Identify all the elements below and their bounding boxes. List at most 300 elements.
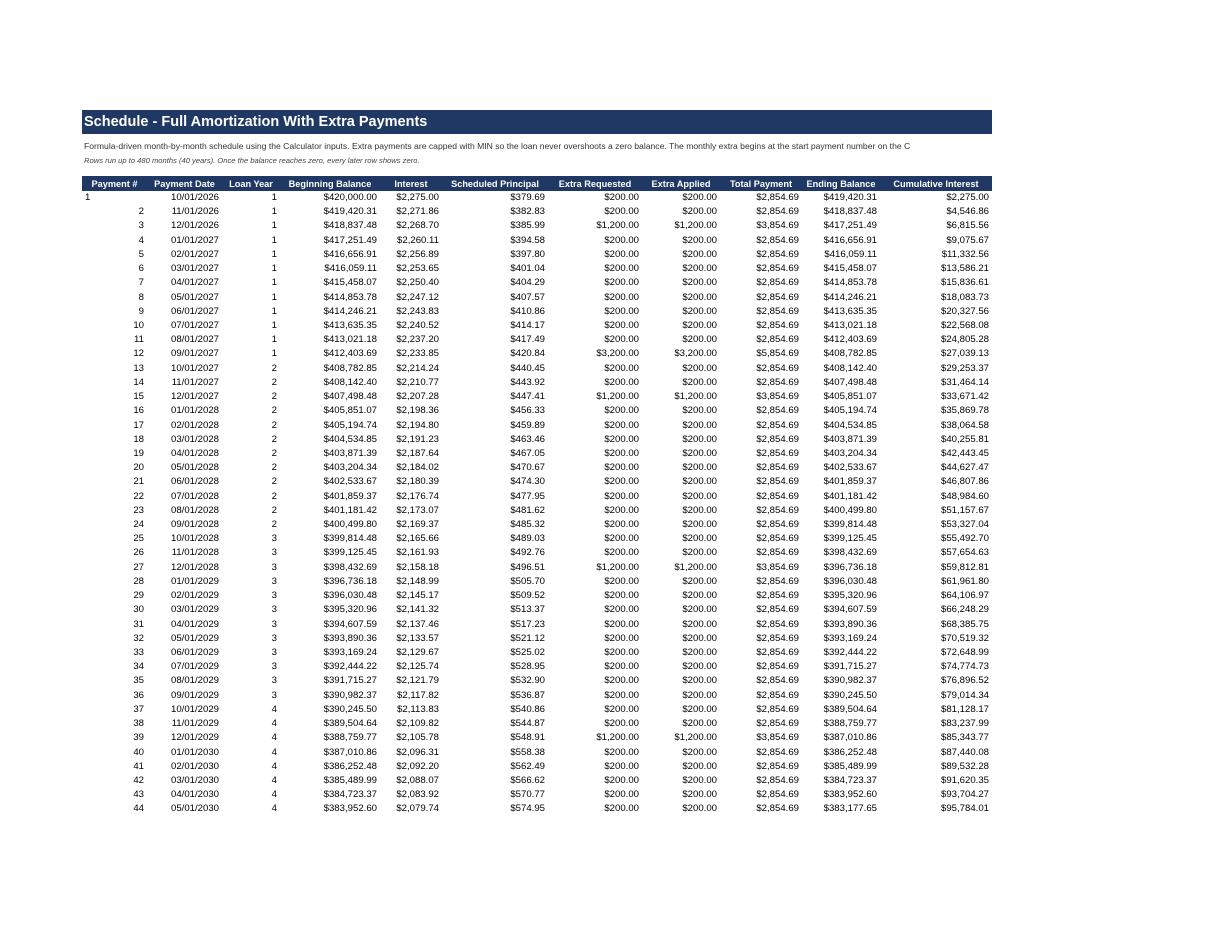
table-cell[interactable]: $558.38 — [510, 746, 545, 758]
table-cell[interactable]: 04/01/2027 — [170, 277, 219, 289]
table-cell[interactable]: $200.00 — [604, 746, 639, 758]
table-cell[interactable]: 11 — [134, 334, 144, 346]
table-cell[interactable]: $413,021.18 — [823, 319, 877, 331]
table-cell[interactable]: $2,165.66 — [396, 533, 439, 545]
table-cell[interactable]: $76,896.52 — [940, 675, 989, 687]
table-cell[interactable]: $200.00 — [682, 575, 717, 587]
table-cell[interactable]: $418,837.48 — [323, 220, 377, 232]
table-cell[interactable]: $417,251.49 — [823, 220, 877, 232]
table-cell[interactable]: $87,440.08 — [940, 746, 989, 758]
table-cell[interactable]: $200.00 — [604, 618, 639, 630]
table-cell[interactable]: $419,420.31 — [323, 206, 377, 218]
table-cell[interactable]: $2,854.69 — [756, 192, 799, 203]
table-cell[interactable]: $417,251.49 — [323, 234, 377, 246]
table-cell[interactable]: $2,854.69 — [756, 291, 799, 303]
table-cell[interactable]: $540.86 — [510, 703, 545, 715]
table-cell[interactable]: 1 — [271, 263, 277, 275]
table-cell[interactable]: $528.95 — [510, 661, 545, 673]
table-cell[interactable]: $2,854.69 — [756, 419, 799, 431]
table-cell[interactable]: $2,145.17 — [396, 590, 439, 602]
table-cell[interactable]: 44 — [133, 803, 144, 815]
table-cell[interactable]: 08/01/2028 — [170, 504, 219, 516]
table-cell[interactable]: $387,010.86 — [823, 732, 877, 744]
table-cell[interactable]: $200.00 — [682, 263, 717, 275]
table-cell[interactable]: 05/01/2028 — [170, 462, 219, 474]
table-cell[interactable]: 37 — [133, 703, 144, 715]
table-cell[interactable]: $200.00 — [682, 277, 717, 289]
table-cell[interactable]: $401,859.37 — [323, 490, 377, 502]
table-cell[interactable]: $404,534.85 — [323, 433, 377, 445]
table-cell[interactable]: $413,635.35 — [823, 305, 877, 317]
table-cell[interactable]: $33,671.42 — [940, 391, 989, 403]
table-cell[interactable]: $200.00 — [604, 305, 639, 317]
table-cell[interactable]: $200.00 — [682, 547, 717, 559]
table-cell[interactable]: $417.49 — [510, 334, 545, 346]
table-cell[interactable]: $2,137.46 — [396, 618, 439, 630]
table-cell[interactable]: $2,854.69 — [756, 234, 799, 246]
table-cell[interactable]: $2,194.80 — [396, 419, 439, 431]
table-cell[interactable]: 06/01/2028 — [170, 476, 219, 488]
table-cell[interactable]: 12 — [133, 348, 144, 360]
table-cell[interactable]: $1,200.00 — [674, 391, 717, 403]
table-cell[interactable]: $386,252.48 — [823, 746, 877, 758]
table-cell[interactable]: 16 — [133, 405, 144, 417]
table-cell[interactable]: $2,854.69 — [756, 632, 799, 644]
column-header[interactable]: Loan Year — [222, 176, 280, 191]
table-cell[interactable]: $5,854.69 — [756, 348, 799, 360]
table-cell[interactable]: $384,723.37 — [823, 774, 877, 786]
table-cell[interactable]: $200.00 — [682, 234, 717, 246]
table-cell[interactable]: $2,854.69 — [756, 334, 799, 346]
table-cell[interactable]: $391,715.27 — [323, 675, 377, 687]
table-cell[interactable]: 43 — [133, 789, 144, 801]
table-cell[interactable]: $2,260.11 — [397, 234, 439, 246]
column-header[interactable]: Total Payment — [720, 176, 802, 191]
table-cell[interactable]: $59,812.81 — [940, 561, 989, 573]
table-cell[interactable]: $22,568.08 — [940, 319, 989, 331]
table-cell[interactable]: $509.52 — [510, 590, 545, 602]
table-cell[interactable]: $477.95 — [510, 490, 545, 502]
table-cell[interactable]: $492.76 — [510, 547, 545, 559]
table-cell[interactable]: $31,464.14 — [940, 376, 989, 388]
table-cell[interactable]: 03/01/2027 — [170, 263, 219, 275]
table-cell[interactable]: $200.00 — [682, 447, 717, 459]
table-cell[interactable]: $403,204.34 — [823, 447, 877, 459]
table-cell[interactable]: $200.00 — [682, 618, 717, 630]
table-cell[interactable]: $416,059.11 — [324, 263, 377, 275]
table-cell[interactable]: $200.00 — [682, 661, 717, 673]
table-cell[interactable]: $396,736.18 — [823, 561, 877, 573]
table-cell[interactable]: 7 — [138, 277, 144, 289]
table-cell[interactable]: $4,546.86 — [946, 206, 989, 218]
table-cell[interactable]: 3 — [271, 590, 277, 602]
table-cell[interactable]: $548.91 — [510, 732, 545, 744]
table-cell[interactable]: $1,200.00 — [596, 220, 639, 232]
table-cell[interactable]: $414,246.21 — [323, 305, 377, 317]
table-cell[interactable]: 3 — [271, 647, 277, 658]
table-cell[interactable]: $200.00 — [682, 760, 717, 772]
table-cell[interactable]: 2 — [271, 419, 277, 431]
table-cell[interactable]: 8 — [138, 291, 144, 303]
table-cell[interactable]: 38 — [133, 718, 144, 730]
table-cell[interactable]: $200.00 — [682, 192, 717, 203]
table-cell[interactable]: $11,332.56 — [941, 248, 989, 260]
table-cell[interactable]: $382.83 — [510, 206, 545, 218]
table-cell[interactable]: $414,853.78 — [323, 291, 377, 303]
table-cell[interactable]: $416,656.91 — [823, 234, 877, 246]
table-cell[interactable]: $64,106.97 — [940, 590, 989, 602]
table-cell[interactable]: $200.00 — [682, 689, 717, 701]
table-cell[interactable]: $399,125.45 — [323, 547, 377, 559]
column-header[interactable]: Extra Requested — [548, 176, 642, 191]
table-cell[interactable]: 05/01/2027 — [170, 291, 219, 303]
table-cell[interactable]: $2,158.18 — [396, 561, 439, 573]
table-cell[interactable]: $200.00 — [604, 277, 639, 289]
table-cell[interactable]: $200.00 — [604, 234, 639, 246]
table-cell[interactable]: $521.12 — [510, 632, 545, 644]
table-cell[interactable]: 10/01/2027 — [170, 362, 219, 374]
table-cell[interactable]: $51,157.67 — [940, 504, 989, 516]
table-cell[interactable]: $2,173.07 — [396, 504, 439, 516]
table-cell[interactable]: 01/01/2029 — [170, 575, 219, 587]
table-cell[interactable]: 04/01/2030 — [170, 789, 219, 801]
table-cell[interactable]: $385,489.99 — [323, 774, 377, 786]
table-cell[interactable]: $440.45 — [510, 362, 545, 374]
table-cell[interactable]: $24,805.28 — [940, 334, 989, 346]
table-cell[interactable]: $200.00 — [604, 376, 639, 388]
table-cell[interactable]: $387,010.86 — [323, 746, 377, 758]
table-cell[interactable]: $383,952.60 — [823, 789, 877, 801]
table-cell[interactable]: $2,133.57 — [396, 632, 439, 644]
table-cell[interactable]: $200.00 — [604, 789, 639, 801]
table-cell[interactable]: $81,128.17 — [940, 703, 989, 715]
table-cell[interactable]: $414,853.78 — [823, 277, 877, 289]
table-cell[interactable]: $91,620.35 — [940, 774, 989, 786]
table-cell[interactable]: 3 — [271, 632, 277, 644]
table-cell[interactable]: $200.00 — [682, 206, 717, 218]
table-cell[interactable]: $200.00 — [604, 263, 639, 275]
table-cell[interactable]: $44,627.47 — [940, 462, 989, 474]
table-cell[interactable]: 06/01/2027 — [170, 305, 219, 317]
table-cell[interactable]: 31 — [133, 618, 144, 630]
table-cell[interactable]: 1 — [271, 291, 277, 303]
table-cell[interactable]: $200.00 — [604, 192, 639, 203]
table-cell[interactable]: 3 — [271, 689, 277, 701]
table-cell[interactable]: 3 — [138, 220, 144, 232]
table-cell[interactable]: 10/01/2028 — [170, 533, 219, 545]
table-cell[interactable]: $2,214.24 — [396, 362, 439, 374]
table-cell[interactable]: 2 — [271, 405, 277, 417]
table-cell[interactable]: 34 — [133, 661, 144, 673]
table-cell[interactable]: $2,854.69 — [756, 447, 799, 459]
table-cell[interactable]: $200.00 — [682, 419, 717, 431]
table-cell[interactable]: $200.00 — [604, 206, 639, 218]
table-cell[interactable]: $2,854.69 — [756, 519, 799, 531]
table-cell[interactable]: $456.33 — [510, 405, 545, 417]
table-cell[interactable]: $200.00 — [682, 533, 717, 545]
table-cell[interactable]: 26 — [133, 547, 144, 559]
table-cell[interactable]: $55,492.70 — [940, 533, 989, 545]
table-cell[interactable]: $401,859.37 — [823, 476, 877, 488]
table-cell[interactable]: $2,233.85 — [396, 348, 439, 360]
table-cell[interactable]: $9,075.67 — [946, 234, 989, 246]
table-cell[interactable]: $93,704.27 — [940, 789, 989, 801]
table-cell[interactable]: $68,385.75 — [940, 618, 989, 630]
table-cell[interactable]: $200.00 — [682, 462, 717, 474]
table-cell[interactable]: 23 — [133, 504, 144, 516]
table-cell[interactable]: $385.99 — [510, 220, 545, 232]
table-cell[interactable]: 09/01/2029 — [170, 689, 219, 701]
table-cell[interactable]: 3 — [271, 675, 277, 687]
table-cell[interactable]: $2,854.69 — [756, 248, 799, 260]
table-cell[interactable]: 30 — [133, 604, 144, 616]
table-cell[interactable]: $200.00 — [604, 291, 639, 303]
table-cell[interactable]: $200.00 — [682, 405, 717, 417]
table-cell[interactable]: $393,169.24 — [323, 647, 377, 658]
table-cell[interactable]: $396,030.48 — [323, 590, 377, 602]
table-cell[interactable]: 06/01/2029 — [170, 647, 219, 658]
table-cell[interactable]: $402,533.67 — [823, 462, 877, 474]
table-cell[interactable]: 36 — [133, 689, 144, 701]
table-cell[interactable]: 2 — [271, 391, 277, 403]
table-cell[interactable]: $46,807.86 — [940, 476, 989, 488]
table-cell[interactable]: $2,854.69 — [756, 689, 799, 701]
table-cell[interactable]: $2,854.69 — [756, 789, 799, 801]
table-cell[interactable]: 2 — [271, 519, 277, 531]
table-cell[interactable]: 5 — [138, 248, 144, 260]
table-cell[interactable]: $420.84 — [510, 348, 545, 360]
table-cell[interactable]: 3 — [271, 604, 277, 616]
table-cell[interactable]: $2,253.65 — [396, 263, 439, 275]
table-cell[interactable]: 4 — [271, 760, 277, 772]
table-cell[interactable]: $29,253.37 — [940, 362, 989, 374]
table-cell[interactable]: $200.00 — [682, 718, 717, 730]
table-cell[interactable]: $544.87 — [510, 718, 545, 730]
table-cell[interactable]: 40 — [133, 746, 144, 758]
table-cell[interactable]: $405,851.07 — [823, 391, 877, 403]
table-cell[interactable]: $402,533.67 — [323, 476, 377, 488]
table-cell[interactable]: $412,403.69 — [323, 348, 377, 360]
table-cell[interactable]: $18,083.73 — [940, 291, 989, 303]
table-cell[interactable]: $566.62 — [510, 774, 545, 786]
column-header[interactable]: Ending Balance — [802, 176, 880, 191]
table-cell[interactable]: 2 — [271, 447, 277, 459]
table-cell[interactable]: $416,059.11 — [824, 248, 877, 260]
table-cell[interactable]: 02/01/2030 — [170, 760, 219, 772]
table-cell[interactable]: $2,854.69 — [756, 362, 799, 374]
table-cell[interactable]: 08/01/2029 — [170, 675, 219, 687]
table-cell[interactable]: $3,200.00 — [674, 348, 717, 360]
table-cell[interactable]: $200.00 — [682, 675, 717, 687]
table-cell[interactable]: $3,854.69 — [756, 391, 799, 403]
table-cell[interactable]: $2,088.07 — [396, 774, 439, 786]
table-cell[interactable]: $407.57 — [510, 291, 545, 303]
table-cell[interactable]: $388,759.77 — [323, 732, 377, 744]
table-cell[interactable]: $2,161.93 — [396, 547, 439, 559]
table-cell[interactable]: $2,854.69 — [756, 305, 799, 317]
table-cell[interactable]: $200.00 — [604, 533, 639, 545]
table-cell[interactable]: 35 — [133, 675, 144, 687]
table-cell[interactable]: $66,248.29 — [940, 604, 989, 616]
table-cell[interactable]: 12/01/2029 — [170, 732, 219, 744]
table-cell[interactable]: $379.69 — [510, 192, 545, 203]
table-cell[interactable]: $2,854.69 — [756, 462, 799, 474]
table-cell[interactable]: $389,504.64 — [323, 718, 377, 730]
table-cell[interactable]: $70,519.32 — [940, 632, 989, 644]
table-cell[interactable]: $459.89 — [510, 419, 545, 431]
table-cell[interactable]: 41 — [133, 760, 144, 772]
table-cell[interactable]: $27,039.13 — [940, 348, 989, 360]
table-cell[interactable]: 3 — [271, 547, 277, 559]
table-cell[interactable]: $410.86 — [510, 305, 545, 317]
table-cell[interactable]: 03/01/2029 — [170, 604, 219, 616]
table-cell[interactable]: $200.00 — [604, 675, 639, 687]
table-cell[interactable]: 03/01/2030 — [170, 774, 219, 786]
table-cell[interactable]: $3,854.69 — [756, 732, 799, 744]
table-cell[interactable]: $200.00 — [604, 447, 639, 459]
table-cell[interactable]: $2,240.52 — [396, 319, 439, 331]
table-cell[interactable]: $395,320.96 — [323, 604, 377, 616]
table-cell[interactable]: $200.00 — [682, 376, 717, 388]
table-cell[interactable]: 4 — [138, 234, 144, 246]
table-cell[interactable]: 1 — [271, 277, 277, 289]
table-cell[interactable]: $386,252.48 — [323, 760, 377, 772]
table-cell[interactable]: 04/01/2029 — [170, 618, 219, 630]
table-cell[interactable]: 3 — [271, 533, 277, 545]
table-cell[interactable]: 2 — [271, 476, 277, 488]
table-cell[interactable]: $396,030.48 — [823, 575, 877, 587]
table-cell[interactable]: 6 — [138, 263, 144, 275]
table-cell[interactable]: $392,444.22 — [823, 647, 877, 658]
table-cell[interactable]: $1,200.00 — [674, 732, 717, 744]
table-cell[interactable]: 11/01/2029 — [171, 718, 219, 730]
table-cell[interactable]: $200.00 — [682, 291, 717, 303]
table-cell[interactable]: $400,499.80 — [323, 519, 377, 531]
table-cell[interactable]: $200.00 — [604, 575, 639, 587]
table-cell[interactable]: 14 — [133, 376, 144, 388]
table-cell[interactable]: $2,854.69 — [756, 490, 799, 502]
table-cell[interactable]: $401.04 — [510, 263, 545, 275]
table-cell[interactable]: $89,532.28 — [940, 760, 989, 772]
table-cell[interactable]: $3,854.69 — [756, 220, 799, 232]
table-cell[interactable]: $200.00 — [604, 334, 639, 346]
table-cell[interactable]: 1 — [271, 192, 277, 203]
table-cell[interactable]: 3 — [271, 575, 277, 587]
table-cell[interactable]: 12/01/2026 — [170, 220, 219, 232]
table-cell[interactable]: 1 — [271, 334, 277, 346]
table-cell[interactable]: $393,890.36 — [323, 632, 377, 644]
table-cell[interactable]: $517.23 — [510, 618, 545, 630]
table-cell[interactable]: $408,142.40 — [323, 376, 377, 388]
table-cell[interactable]: 2 — [271, 462, 277, 474]
table-cell[interactable]: $6,815.56 — [946, 220, 989, 232]
table-cell[interactable]: $1,200.00 — [596, 732, 639, 744]
table-cell[interactable]: $562.49 — [510, 760, 545, 772]
table-cell[interactable]: $2,854.69 — [756, 718, 799, 730]
table-cell[interactable]: $200.00 — [682, 504, 717, 516]
table-cell[interactable]: $513.37 — [510, 604, 545, 616]
table-cell[interactable]: $467.05 — [510, 447, 545, 459]
table-cell[interactable]: $38,064.58 — [940, 419, 989, 431]
table-cell[interactable]: $200.00 — [604, 476, 639, 488]
table-cell[interactable]: $200.00 — [604, 803, 639, 815]
table-cell[interactable]: $3,200.00 — [596, 348, 639, 360]
table-cell[interactable]: $397.80 — [510, 248, 545, 260]
table-cell[interactable]: 21 — [133, 476, 144, 488]
table-cell[interactable]: $200.00 — [604, 590, 639, 602]
table-cell[interactable]: 02/01/2027 — [170, 248, 219, 260]
table-cell[interactable]: $536.87 — [510, 689, 545, 701]
table-cell[interactable]: $200.00 — [604, 632, 639, 644]
table-cell[interactable]: $416,656.91 — [323, 248, 377, 260]
table-cell[interactable]: $200.00 — [604, 433, 639, 445]
table-cell[interactable]: $400,499.80 — [823, 504, 877, 516]
table-cell[interactable]: $418,837.48 — [823, 206, 877, 218]
table-cell[interactable]: $2,854.69 — [756, 647, 799, 658]
table-cell[interactable]: 2 — [271, 433, 277, 445]
table-cell[interactable]: $2,271.86 — [396, 206, 439, 218]
table-cell[interactable]: 1 — [271, 206, 277, 218]
table-cell[interactable]: $200.00 — [604, 547, 639, 559]
table-cell[interactable]: $2,854.69 — [756, 675, 799, 687]
table-cell[interactable]: $399,814.48 — [323, 533, 377, 545]
table-cell[interactable]: $1,200.00 — [674, 220, 717, 232]
table-cell[interactable]: $2,096.31 — [396, 746, 439, 758]
table-cell[interactable]: $496.51 — [510, 561, 545, 573]
table-cell[interactable]: $2,854.69 — [756, 703, 799, 715]
table-cell[interactable]: $2,854.69 — [756, 803, 799, 815]
table-cell[interactable]: $2,854.69 — [756, 476, 799, 488]
table-cell[interactable]: $2,854.69 — [756, 533, 799, 545]
table-cell[interactable]: $200.00 — [604, 718, 639, 730]
table-cell[interactable]: 19 — [133, 447, 144, 459]
table-cell[interactable]: $2,854.69 — [756, 575, 799, 587]
table-cell[interactable]: $419,420.31 — [823, 192, 877, 203]
table-cell[interactable]: $200.00 — [604, 760, 639, 772]
table-cell[interactable]: $48,984.60 — [940, 490, 989, 502]
table-cell[interactable]: $200.00 — [682, 789, 717, 801]
table-cell[interactable]: 10/01/2029 — [170, 703, 219, 715]
table-cell[interactable]: $388,759.77 — [823, 718, 877, 730]
table-cell[interactable]: $485.32 — [510, 519, 545, 531]
table-cell[interactable]: $420,000.00 — [323, 192, 377, 203]
table-cell[interactable]: $85,343.77 — [940, 732, 989, 744]
table-cell[interactable]: 4 — [271, 789, 277, 801]
table-cell[interactable]: $79,014.34 — [940, 689, 989, 701]
table-cell[interactable]: $200.00 — [682, 334, 717, 346]
column-header[interactable]: Payment # — [82, 176, 147, 191]
table-cell[interactable]: $2,187.64 — [396, 447, 439, 459]
table-cell[interactable]: 42 — [133, 774, 144, 786]
table-cell[interactable]: 09/01/2027 — [170, 348, 219, 360]
column-header[interactable]: Beginning Balance — [280, 176, 380, 191]
table-cell[interactable]: 11/01/2028 — [171, 547, 219, 559]
table-cell[interactable]: $35,869.78 — [940, 405, 989, 417]
table-cell[interactable]: $57,654.63 — [940, 547, 989, 559]
table-cell[interactable]: $481.62 — [510, 504, 545, 516]
table-cell[interactable]: $404,534.85 — [823, 419, 877, 431]
table-cell[interactable]: $525.02 — [510, 647, 545, 658]
table-cell[interactable]: $447.41 — [510, 391, 545, 403]
table-cell[interactable]: $200.00 — [682, 590, 717, 602]
table-cell[interactable]: 17 — [133, 419, 144, 431]
table-cell[interactable]: $443.92 — [510, 376, 545, 388]
table-cell[interactable]: $415,458.07 — [823, 263, 877, 275]
table-cell[interactable]: $2,854.69 — [756, 604, 799, 616]
table-cell[interactable]: $2,105.78 — [396, 732, 439, 744]
table-cell[interactable]: $401,181.42 — [823, 490, 877, 502]
table-cell[interactable]: $40,255.81 — [940, 433, 989, 445]
